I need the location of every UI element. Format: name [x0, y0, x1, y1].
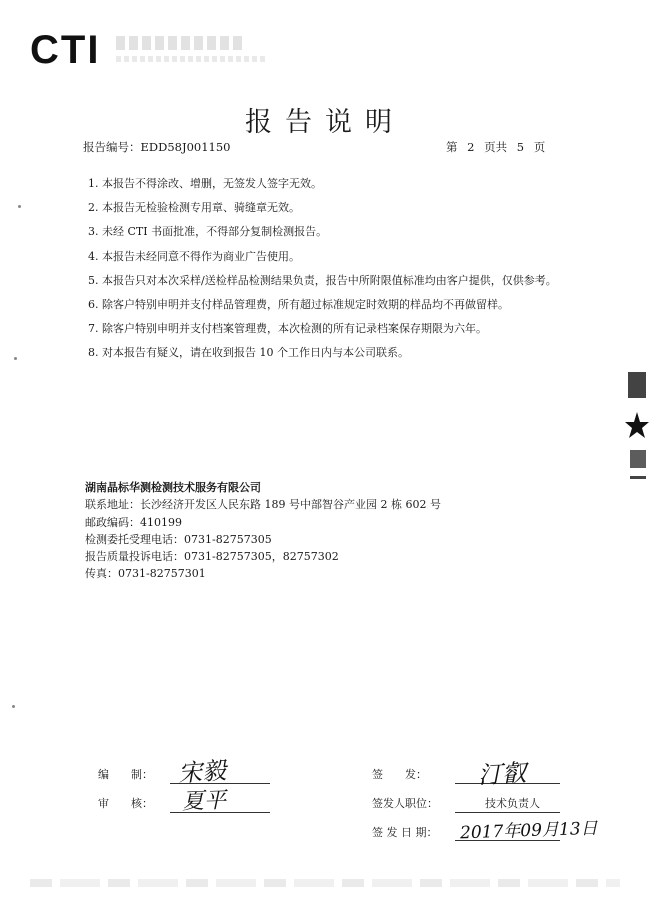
prepared-label: 编 制： [98, 768, 153, 781]
issue-date-line [455, 840, 560, 841]
note-item: 5. 本报告只对本次采样/送检样品检测结果负责，报告中所附限值标准均由客户提供，仅供参考。 [88, 273, 557, 287]
company-fax: 传真：0731-82757301 [85, 567, 206, 581]
note-item: 8. 对本报告有疑义，请在收到报告 10 个工作日内与本公司联系。 [88, 346, 409, 360]
note-item: 4. 本报告未经同意不得作为商业广告使用。 [88, 249, 300, 263]
scan-speck [14, 357, 17, 360]
company-address: 联系地址：长沙经济开发区人民东路 189 号中部智谷产业园 2 栋 602 号 [85, 498, 441, 512]
note-item: 1. 本报告不得涂改、增删，无签发人签字无效。 [88, 177, 322, 190]
prepared-signature: 宋毅 [177, 756, 228, 788]
company-contact [85, 479, 441, 583]
report-number: 报告编号：EDD58J001150 [83, 140, 231, 154]
issue-date: 2017年09月13日 [459, 818, 598, 844]
issue-date-label: 签 发 日 期： [372, 826, 438, 839]
report-notes-list [88, 172, 557, 366]
issued-signature: 汀叡 [477, 758, 527, 790]
footer-faint-text [30, 879, 620, 887]
issuer-position-line [455, 812, 560, 813]
issuer-position: 技术负责人 [485, 797, 540, 810]
page-title: 报告说明 [245, 107, 405, 138]
scan-speck [12, 705, 15, 708]
reviewed-signature: 夏平 [181, 788, 227, 815]
note-item: 2. 本报告无检验检测专用章、骑缝章无效。 [88, 201, 300, 215]
company-name: 湖南晶标华测检测技术服务有限公司 [85, 481, 261, 494]
inquiry-phone: 检测委托受理电话：0731-82757305 [85, 532, 272, 546]
seal-edge-mark [620, 368, 650, 488]
note-item: 6. 除客户特别申明并支付样品管理费，所有超过标准规定时效期的样品均不再做留样。 [88, 297, 509, 311]
issued-label: 签 发： [372, 768, 427, 781]
complaint-phone: 报告质量投诉电话：0731-82757305，82757302 [85, 550, 339, 564]
company-postcode: 邮政编码：410199 [85, 515, 182, 529]
reviewed-label: 审 核： [98, 797, 153, 810]
note-item: 3. 未经 CTI 书面批准，不得部分复制检测报告。 [88, 225, 328, 239]
logo-text: CTI [30, 28, 101, 72]
cti-logo [30, 30, 266, 70]
issuer-position-label: 签发人职位： [372, 797, 438, 810]
page-info: 第 2 页共 5 页 [446, 140, 546, 154]
note-item: 7. 除客户特别申明并支付档案管理费，本次检测的所有记录档案保存期限为六年。 [88, 322, 487, 336]
scan-speck [18, 205, 21, 208]
logo-subtitle-faint [116, 36, 266, 62]
